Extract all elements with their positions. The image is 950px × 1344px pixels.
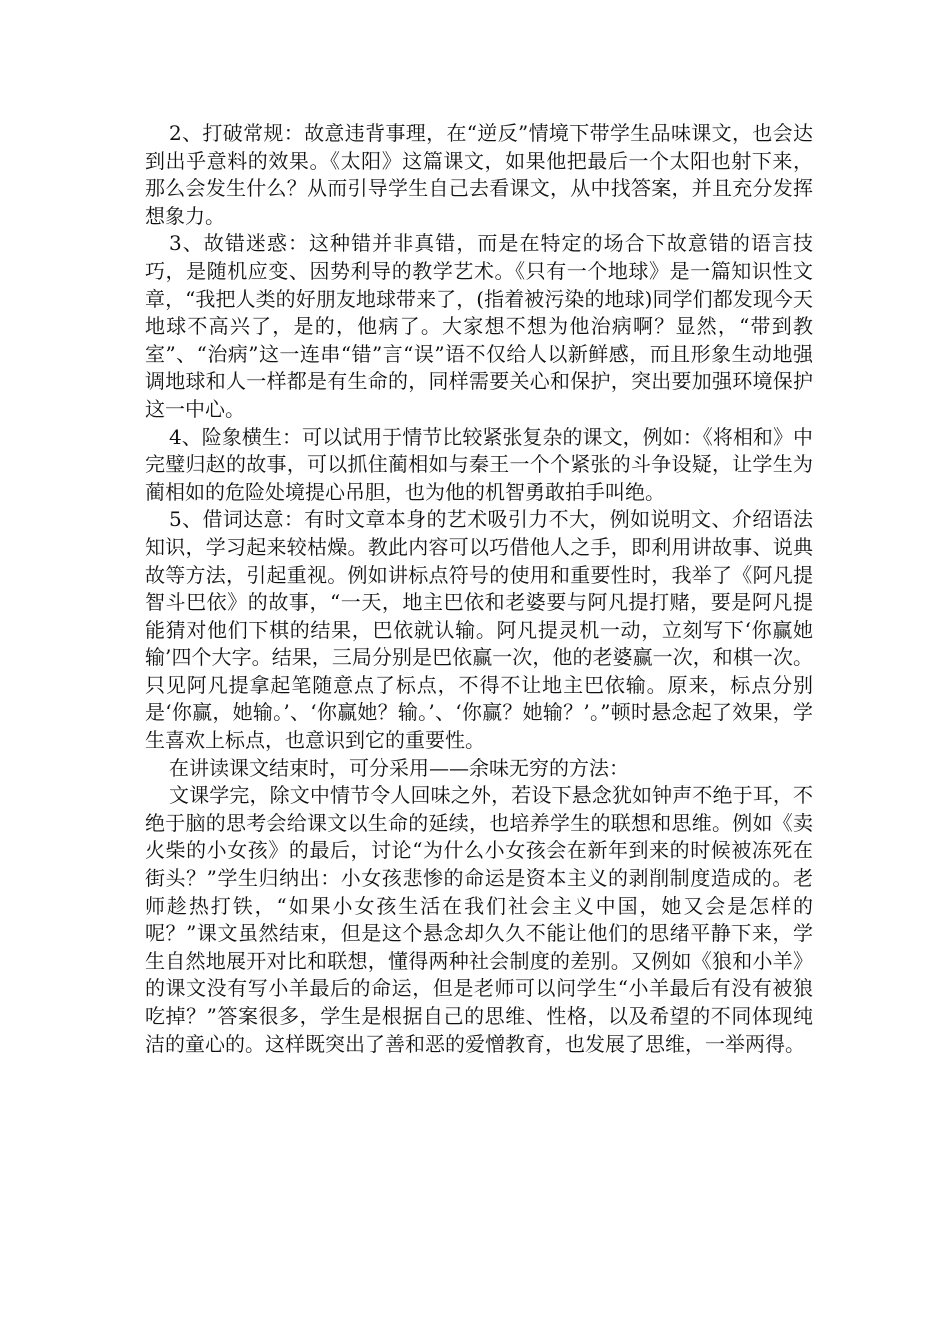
paragraph-borrowed-story: 5、借词达意：有时文章本身的艺术吸引力不大，例如说明文、介绍语法知识，学习起来较枯燥。教此内容可以巧借他人之手，即利用讲故事、说典故等方法，引起重视。例如讲标点符号的使用和重要性时，我举了《阿凡提智斗巴依》的故事，“一天，地主巴依和老婆要与阿凡提打赌，要是阿凡提能猜对他们下棋的结果，巴依就认输。阿凡提灵机一动，立刻写下‘你赢她输’四个大字。结果，三局分别是巴依赢一次，他的老婆赢一次，和棋一次。只见阿凡提拿起笔随意点了标点，不得不让地主巴依输。原来，标点分别是‘你赢，她输。’、‘你赢她？输。’、‘你赢？她输？’。”顿时悬念起了效果，学生喜欢上标点，也意识到它的重要性。 [145,507,813,753]
paragraph-deliberate-mistake: 3、故错迷惑：这种错并非真错，而是在特定的场合下故意错的语言技巧，是随机应变、因势利导的教学艺术。《只有一个地球》是一篇知识性文章，“我把人类的好朋友地球带来了，(指着被污染的地球)同学们都发现今天地球不高兴了，是的，他病了。大家想不想为他治病啊？显然，“带到教室”、“治病”这一连串“错”言“误”语不仅给人以新鲜感，而且形象生动地强调地球和人一样都是有生命的，同样需要关心和保护，突出要加强环境保护这一中心。 [145,231,813,421]
paragraph-suspense-plot: 4、险象横生：可以试用于情节比较紧张复杂的课文，例如：《将相和》中完璧归赵的故事，可以抓住蔺相如与秦王一个个紧张的斗争设疑，让学生为蔺相如的危险处境提心吊胆，也为他的机智勇敢拍手叫绝。 [145,424,813,504]
paragraph-lingering-suspense: 文课学完，除文中情节令人回味之外，若设下悬念犹如钟声不绝于耳，不绝于脑的思考会给课文以生命的延续，也培养学生的联想和思维。例如《卖火柴的小女孩》的最后，讨论“为什么小女孩会在新年到来的时候被冻死在街头？”学生归纳出：小女孩悲惨的命运是资本主义的剥削制度造成的。老师趁热打铁，“如果小女孩生活在我们社会主义中国，她又会是怎样的呢？”课文虽然结束，但是这个悬念却久久不能让他们的思绪平静下来，学生自然地展开对比和联想，懂得两种社会制度的差别。又例如《狼和小羊》的课文没有写小羊最后的命运，但是老师可以问学生“小羊最后有没有被狼吃掉？”答案很多，学生是根据自己的思维、性格，以及希望的不同体现纯洁的童心的。这样既突出了善和恶的爱憎教育，也发展了思维，一举两得。 [145,783,813,1056]
paragraph-lesson-ending-intro: 在讲读课文结束时，可分采用——余味无穷的方法： [169,755,629,780]
paragraph-breaking-convention: 2、打破常规：故意违背事理，在“逆反”情境下带学生品味课文，也会达到出乎意料的效果。《太阳》这篇课文，如果他把最后一个太阳也射下来，那么会发生什么？从而引导学生自己去看课文，从中找答案，并且充分发挥想象力。 [145,121,813,228]
document-body [145,120,813,1058]
